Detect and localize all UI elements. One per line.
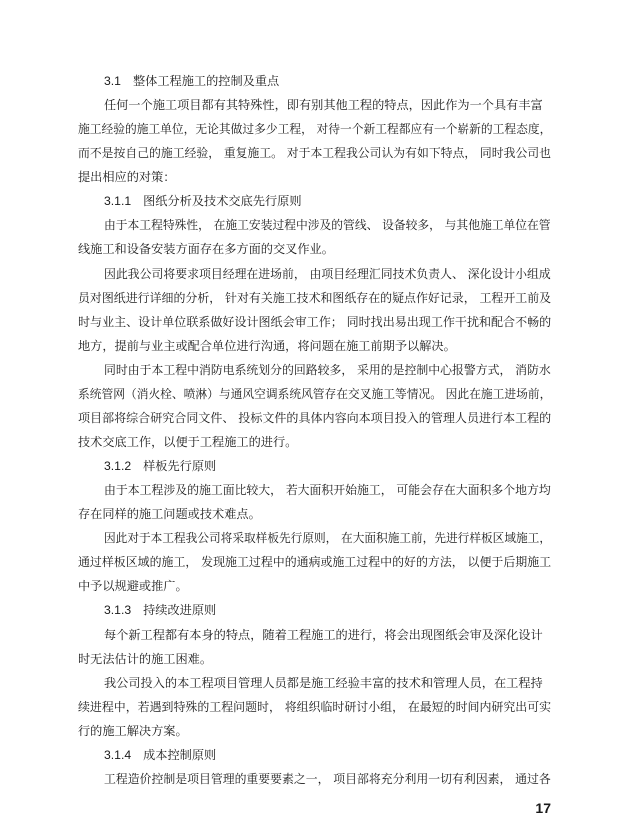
- paragraph-line: 因此我公司将要求项目经理在进场前， 由项目经理汇同技术负责人、 深化设计小组成: [104, 267, 551, 281]
- subsection-title: 图纸分析及技术交底先行原则: [143, 194, 302, 208]
- paragraph-line: 通过样板区域的施工， 发现施工过程中的通病或施工过程中的好的方法， 以便于后期施工: [78, 555, 552, 569]
- subsection-heading: [104, 458, 216, 474]
- paragraph-line: 线施工和设备安装方面存在多方面的交叉作业。: [78, 242, 334, 256]
- paragraph-line: 时与业主、设计单位联系做好设计图纸会审工作； 同时找出易出现工作干扰和配合不畅的: [78, 315, 552, 329]
- subsection-heading: [104, 747, 216, 763]
- paragraph-line: 地方，提前与业主或配合单位进行沟通，将问题在施工前期予以解决。: [78, 339, 456, 353]
- page-number: 17: [535, 800, 551, 816]
- section-heading: [104, 73, 279, 89]
- paragraph-line: 因此对于本工程我公司将采取样板先行原则， 在大面积施工前，先进行样板区域施工，: [104, 531, 552, 545]
- subsection-title: 样板先行原则: [143, 459, 217, 473]
- subsection-heading: [104, 602, 216, 618]
- paragraph-line: 系统管网（消火栓、喷淋）与通风空调系统风管存在交叉施工等情况。 因此在施工进场前，: [78, 387, 552, 401]
- intro-line: 提出相应的对策：: [78, 170, 176, 184]
- section-title: 整体工程施工的控制及重点: [132, 74, 280, 88]
- intro-line: 而不是按自己的施工经验， 重复施工。 对于本工程我公司认为有如下特点， 同时我公司也: [78, 146, 551, 160]
- section-number: 3.1: [104, 74, 121, 88]
- subsection-number: 3.1.3: [104, 603, 132, 617]
- paragraph-line: 工程造价控制是项目管理的重要要素之一， 项目部将充分利用一切有利因素， 通过各: [104, 772, 551, 786]
- paragraph-line: 中予以规避或推广。: [78, 579, 188, 593]
- subsection-title: 持续改进原则: [143, 603, 217, 617]
- paragraph-line: 技术交底工作，以便于工程施工的进行。: [78, 435, 298, 449]
- paragraph-line: 员对图纸进行详细的分析， 针对有关施工技术和图纸存在的疑点作好记录， 工程开工前及: [78, 291, 552, 305]
- paragraph-line: 由于本工程特殊性， 在施工安装过程中涉及的管线、 设备较多， 与其他施工单位在管: [104, 218, 551, 232]
- subsection-number: 3.1.1: [104, 194, 132, 208]
- paragraph-line: 由于本工程涉及的施工面比较大， 若大面积开始施工， 可能会存在大面积多个地方均: [104, 483, 551, 497]
- intro-line: 施工经验的施工单位，无论其做过多少工程， 对待一个新工程都应有一个崭新的工程态度，: [78, 122, 552, 136]
- paragraph-line: 项目部将综合研究合同文件、 投标文件的具体内容向本项目投入的管理人员进行本工程的: [78, 411, 552, 425]
- subsection-title: 成本控制原则: [143, 748, 217, 762]
- subsection-number: 3.1.4: [104, 748, 132, 762]
- subsection-heading: [104, 193, 302, 209]
- paragraph-line: 同时由于本工程中消防电系统划分的回路较多， 采用的是控制中心报警方式， 消防水: [104, 363, 551, 377]
- paragraph-line: 续进程中，若遇到特殊的工程问题时， 将组织临时研讨小组， 在最短的时间内研究出可实: [78, 700, 552, 714]
- paragraph-line: 时无法估计的施工困难。: [78, 652, 213, 666]
- paragraph-line: 行的施工解决方案。: [78, 724, 188, 738]
- subsection-number: 3.1.2: [104, 459, 132, 473]
- paragraph-line: 每个新工程都有本身的特点，随着工程施工的进行，将会出现图纸会审及深化设计: [104, 628, 543, 642]
- paragraph-line: 我公司投入的本工程项目管理人员都是施工经验丰富的技术和管理人员，在工程持: [104, 676, 543, 690]
- intro-line: 任何一个施工项目都有其特殊性，即有别其他工程的特点，因此作为一个具有丰富: [104, 98, 543, 112]
- paragraph-line: 存在同样的施工问题或技术难点。: [78, 507, 261, 521]
